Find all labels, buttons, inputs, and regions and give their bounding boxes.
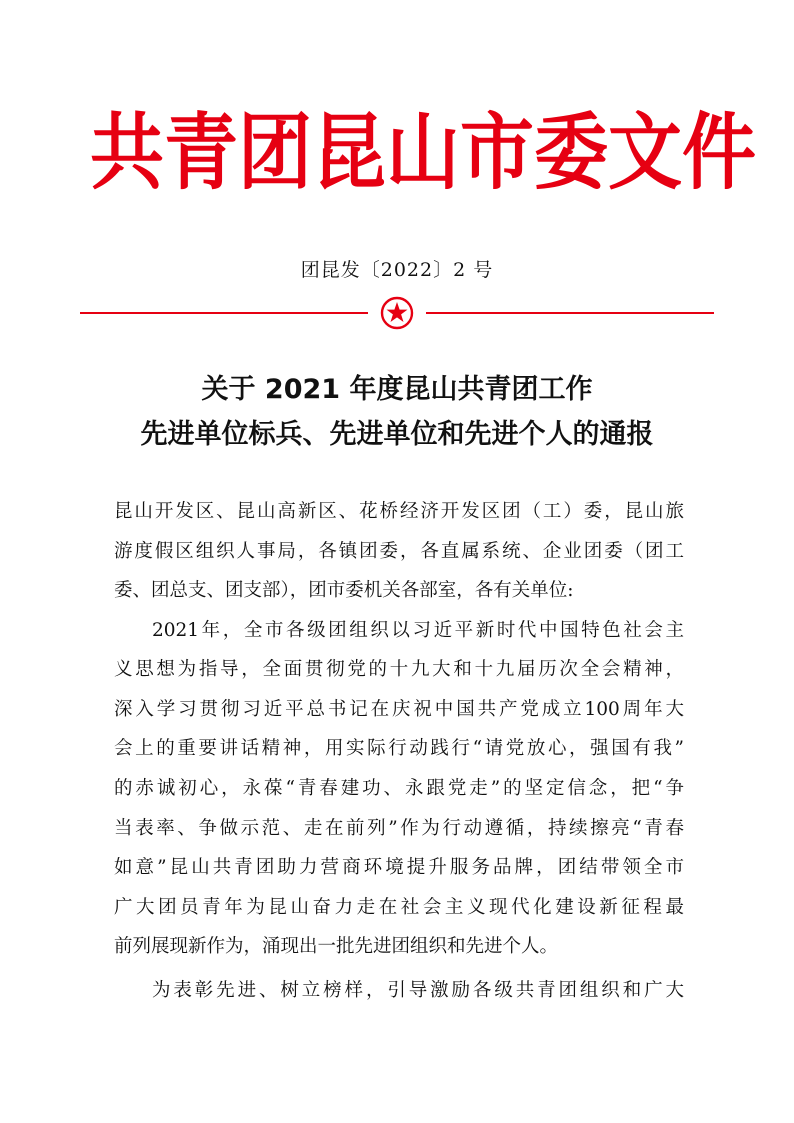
masthead-title	[90, 104, 756, 202]
paragraph-line: 为表彰先进、树立榜样，引导激励各级共青团组织和广大	[152, 980, 684, 1001]
recipients-line: 委、团总支、团支部），团市委机关各部室，各有关单位:	[114, 580, 574, 601]
paragraph-line: 当表率、争做示范、走在前列”作为行动遵循，持续擦亮“青春	[114, 818, 684, 839]
divider-rule-right	[426, 312, 714, 314]
masthead-char: 青	[164, 104, 238, 202]
paragraph-line: 义思想为指导，全面贯彻党的十九大和十九届历次全会精神，	[114, 659, 684, 680]
document-title-line-1: 关于 2021 年度昆山共青团工作	[201, 374, 593, 405]
paragraph-line: 会上的重要讲话精神，用实际行动践行“请党放心，强国有我”	[114, 738, 684, 759]
document-title-line-2: 先进单位标兵、先进单位和先进个人的通报	[140, 419, 654, 450]
paragraph-line: 如意”昆山共青团助力营商环境提升服务品牌，团结带领全市	[114, 857, 684, 878]
star-icon	[380, 296, 414, 330]
masthead-char: 文	[608, 104, 682, 202]
masthead-char: 市	[460, 104, 534, 202]
document-number: 团昆发〔2022〕2 号	[300, 259, 494, 281]
paragraph-line: 深入学习贯彻习近平总书记在庆祝中国共产党成立100周年大	[114, 699, 684, 720]
recipients-line: 昆山开发区、昆山高新区、花桥经济开发区团（工）委，昆山旅	[114, 501, 684, 522]
masthead-char: 团	[238, 104, 312, 202]
recipients-line: 游度假区组织人事局，各镇团委，各直属系统、企业团委（团工	[114, 541, 684, 562]
masthead-char: 共	[90, 104, 164, 202]
masthead-char: 件	[682, 104, 756, 202]
masthead-char: 山	[386, 104, 460, 202]
paragraph-line: 前列展现新作为，涌现出一批先进团组织和先进个人。	[114, 936, 559, 957]
divider-rule-left	[80, 312, 368, 314]
masthead-char: 委	[534, 104, 608, 202]
paragraph-line: 广大团员青年为昆山奋力走在社会主义现代化建设新征程最	[114, 897, 684, 918]
masthead-char: 昆	[312, 104, 386, 202]
paragraph-line: 2021年，全市各级团组织以习近平新时代中国特色社会主	[152, 620, 684, 641]
red-divider	[80, 296, 714, 330]
paragraph-line: 的赤诚初心，永葆“青春建功、永跟党走”的坚定信念，把“争	[114, 778, 684, 799]
